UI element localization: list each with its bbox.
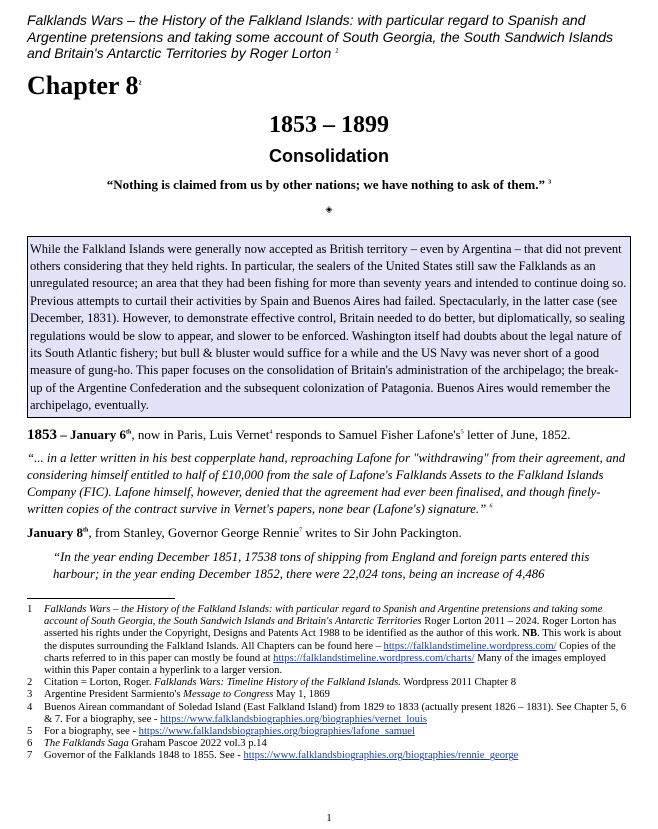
footnote-2: 2 Citation = Lorton, Roger. Falklands Wars: Timeline History of the Falkland Islands. Wordpress 2011 Chapter 8 bbox=[27, 677, 517, 689]
entry-year: 1853 bbox=[27, 426, 57, 443]
footnote-ref-3[interactable]: 3 bbox=[548, 179, 552, 186]
timeline-entry-jan-6: 1853 – January 6th, now in Paris, Luis Vernet$^4$ responds to Samuel Fisher $Lafone's^5$ letter of June, 1852. bbox=[27, 426, 571, 443]
chapter-heading: Chapter $8^2$ bbox=[27, 70, 142, 100]
chapter-years: 1853 – 1899 bbox=[269, 111, 389, 138]
footnote-5: 5 For a biography, see - https://www.falklandsbiographies.org/biographies/lafone_samuel bbox=[27, 726, 415, 738]
footnote-ref-2[interactable]: 2 bbox=[138, 79, 142, 86]
lafone-biography-link[interactable]: https://www.falklandsbiographies.org/biographies/lafone_samuel bbox=[138, 726, 415, 738]
footnote-3: 3 Argentine President Sarmiento's Message to Congress May 1, 1869 bbox=[27, 689, 330, 701]
ornament-icon: ◈ bbox=[325, 203, 333, 214]
charts-link[interactable]: https://falklandstimeline.wordpress.com/charts/ bbox=[273, 652, 475, 664]
vernet-biography-link[interactable]: https://www.falklandsbiographies.org/biographies/vernet_louis bbox=[160, 713, 427, 725]
footnote-6: 6 The Falklands Saga Graham Pascoe 2022 vol.3 p.14 bbox=[27, 738, 267, 750]
entry-date: January 8th bbox=[27, 525, 89, 541]
entry-date: January 6th bbox=[70, 426, 132, 442]
timeline-link[interactable]: https://falklandstimeline.wordpress.com/ bbox=[383, 640, 557, 652]
timeline-entry-jan-8: January 8th, from Stanley, Governor George Rennie$^7$ writes to Sir John Packington. bbox=[27, 525, 462, 541]
footnote-1: 1 Falklands Wars – the History of the Falkland Islands: with particular regard to Spanish and Argentine pretensions and taking some account of South Georgia, the South Sandwich Islands and Britain's Antarctic Territories Roger Lorton 2011 – 2024. Roger Lorton has asserted his rights under the Copyright, Designs and Patents Act 1988 to be identified as the author of this work. NB. This work is about the disputes surrounding the Falkland Islands. All Chapters can be found here – https://falklandstimeline.wordpress.com/ Copies of the charts referred to in this paper can mostly be found at https://falklandstimeline.wordpress.com/charts/ Many of the images employed within this Paper contain a hyperlink to a larger version. bbox=[27, 604, 622, 677]
footnote-ref-5[interactable]: 5 bbox=[460, 429, 464, 436]
footnote-divider bbox=[27, 598, 175, 599]
chapter-summary-box: While the Falkland Islands were generally now accepted as British territory – even by Argentina – that did not prevent others considering that they held rights. In particular, the sealers of the United States still saw the Falklands as an unregulated resource; an area that they had been fishing for more than seventy years and intended to continue doing so. Previous attempts to curtail their activities by Spain and Buenos Aires had failed. Spectacularly, in the latter case (see December, 1831). However, to demonstrate effective control, Britain needed to do better, but diplomatically, so sealing regulations would be slow to appear, and slower to be enforced. Washington itself had doubts about the legal nature of its South Atlantic fishery; but bull & bluster would suffice for a while and the US Navy was never short of a good measure of gung-ho. This paper focuses on the consolidation of Britain's administration of the archipelago; the break-up of the Argentine Confederation and the subsequent colonization of Patagonia. Buenos Aires would remember the archipelago, eventually. bbox=[27, 236, 631, 418]
footnote-ref-1[interactable]: 1 bbox=[335, 48, 339, 55]
document-page bbox=[27, 12, 631, 583]
footnote-7: 7 Governor of the Falklands 1848 to 1855. See - https://www.falklandsbiographies.org/biographies/rennie_george bbox=[27, 750, 519, 762]
chapter-subtitle: Consolidation bbox=[269, 145, 389, 166]
footnote-4: 4 Buenos Airean commandant of Soledad Island (East Falkland Island) from 1829 to 1833 (actually present 1826 – 1831). See Chapter 5, 6 & 7. For a biography, see - https://www.falklandsbiographies.org/biographies/vernet_louis bbox=[27, 701, 627, 725]
epigraph-quote: “Nothing is claimed from us by other nations; we have nothing to ask of them.” $^3$ bbox=[106, 176, 552, 192]
page-number: 1 bbox=[326, 812, 332, 824]
rennie-biography-link[interactable]: https://www.falklandsbiographies.org/biographies/rennie_george bbox=[243, 750, 519, 762]
footnote-ref-4[interactable]: 4 bbox=[269, 429, 273, 436]
series-title: Falklands Wars – the History of the Falkland Islands: with particular regard to Spanish and Argentine pretensions and taking some account of South Georgia, the South Sandwich Islands and Britain's Antarctic Territories by Roger Lorton $^1$ bbox=[27, 12, 614, 61]
footnote-ref-7[interactable]: 7 bbox=[299, 528, 303, 535]
footnotes bbox=[27, 604, 627, 763]
footnote-ref-6[interactable]: 6 bbox=[489, 503, 493, 510]
quote-rennie: “In the year ending December 1851, 17538 tons of shipping from England and foreign parts entered this harbour; in the year ending December 1852, there were 22,024 tons, being an increase of 4,486 bbox=[53, 550, 590, 582]
quote-lafone: “... in a letter written in his best copperplate hand, reproaching Lafone for "withdrawing" from their agreement, and considering himself entitled to half of £10,000 from the sale of Lafone's Falklands Assets to the Falkland Islands Company (FIC). Lafone himself, however, denied that the agreement had ever been finalised, and though finely-written copies of the contract survive in Vernet's papers, none bear (Lafone's) signature.” $^6$ bbox=[27, 450, 626, 517]
